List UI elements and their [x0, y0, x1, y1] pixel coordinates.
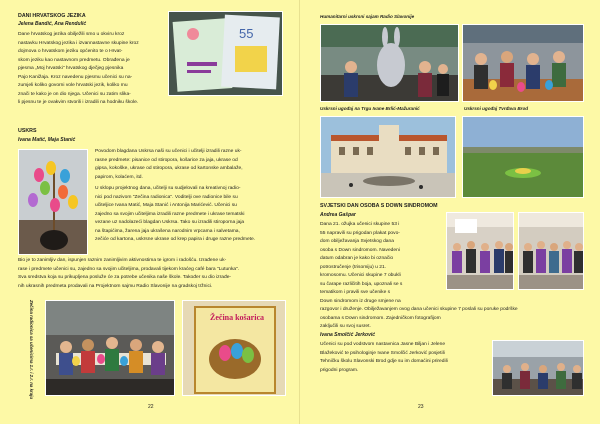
text-line: učiteljice Ivana Matić, Maja Stanić i Antonija Marićević. Učenici su: [95, 203, 237, 208]
text-line: razgovor i druženje. Obilježavanjem ovog dana učenici skupine 7 poslali su poruke podrške: [320, 307, 518, 312]
text-line: rasne predmete: pisanice od stiropora, košarice za jaja, ukrase od: [95, 157, 238, 163]
text-line: Dane hrvatskog jezika obilježili smo u okviru kroz: [18, 32, 125, 37]
article-title-down: SVJETSKI DAN OSOBA S DOWN SINDROMOM: [320, 203, 438, 209]
easter-tree-photo: [18, 149, 88, 255]
group-photo-1: [446, 212, 514, 290]
text-line: nastavku Hrvatskog jezika i izvannastavne skupine kroz: [18, 40, 139, 46]
text-line: potrostručenje (trisomiju) u 21.: [320, 264, 387, 270]
text-line: kromosomu. Učenici skupine 7 obukli: [320, 273, 401, 278]
text-line: znači te kako je on dio njega. Učenici su zatim slika-: [18, 91, 131, 97]
text-line: nici pod nazivom "Zečina radionica". Voditelji ove radionice bile su: [95, 194, 238, 200]
vertical-caption: Zečina radionica sa učenicima 1.r. i 2.r. na kraju: [29, 300, 34, 400]
text-line: li pjesnu te je ovakvim stvorili i izradili na hodniku škole.: [18, 100, 139, 105]
fortress-photo: [462, 116, 584, 198]
text-line: osoba s Down sindromom. Navedeni: [320, 247, 400, 253]
text-line: prigodni program.: [320, 367, 359, 373]
text-line: Bio je to zanimljiv dan, ispunjen raznim zanimljivim aktivnostima te igrom i radošću. Izrađene uk-: [18, 258, 227, 263]
group-photo-1-drawing: [447, 213, 514, 290]
right-page: [300, 0, 600, 424]
text-line: Pajo Kanižaja. Kroz navedenu pjesmu učenici su na-: [18, 74, 133, 80]
classroom-drawing: [46, 301, 175, 396]
text-line: U sklopu projektnog dana, učitelji su sudjelovali na kreativnoj radio-: [95, 186, 241, 191]
card-photo: [182, 300, 286, 396]
text-line: zečiće od kartona, uskrsne ukrase od krep papira i druge razne predmete.: [95, 237, 256, 242]
text-line: Povodom blagdana Uskrsa naši su učenici i učitelji izradili razne uk-: [95, 149, 242, 154]
classroom-photo: [45, 300, 175, 396]
article-authors-hrvatski: Jelena Bandić, Ana Rendulić: [18, 21, 87, 27]
group-photo-2: [518, 212, 584, 290]
text-line: Down sindromom iz druge smjene na: [320, 298, 401, 304]
article-authors-down: Andrea Gašpar: [320, 212, 356, 218]
article-title-hrvatski: DANI HRVATSKOG JEZIKA: [18, 13, 86, 19]
caption-mid-right: Uskrsni ugođaj Tvrđava Brod: [464, 106, 529, 111]
text-line: zumjeli koliko govorni vole hrvatski jezik, koliko mu: [18, 83, 128, 88]
bunny-drawing: [321, 25, 459, 102]
article-title-uskrs: USKRS: [18, 128, 37, 134]
text-line: skom jeziku kao nastavnom predmetu. Obrađena je: [18, 57, 130, 63]
text-line: datum odabran je kako bi označio: [320, 256, 394, 261]
caption-mid-left: Uskrsni ugođaj na Trgu Ivane Brlić-Mažuranić: [320, 106, 420, 111]
text-line: nih ukrasnih predmeta prodavali na Projektnom sajmu Radio Slavonije na gradskoj tržnici.: [18, 283, 213, 289]
town-square-photo: [320, 116, 456, 198]
page-number-left: 22: [148, 404, 154, 410]
market-photo: [462, 24, 584, 102]
text-line: Sva sredstva koja su prikupljena posluže će za potrebe učenika naše škole. Također su dio izrađe-: [18, 275, 232, 280]
town-square-drawing: [321, 117, 456, 198]
article2-authors: Ivana Smolčić Jerković: [320, 332, 376, 338]
text-line: gipsa, kokoške, ukrase od stiropora, ukrase od kartonske ambalaže,: [95, 166, 243, 171]
text-line: zaključili su svoj susret.: [320, 324, 371, 329]
text-line: Dana 21. ožujka učenici skupine 53 i: [320, 222, 400, 227]
article-authors-uskrs: Ivana Matić, Maja Stanić: [18, 137, 76, 143]
text-line: zajedno sa svojim učiteljima izradili razne predmete i ukrase tematski: [95, 211, 245, 217]
text-line: su čarape različitih boja, upoznali se s: [320, 281, 403, 287]
easter-tree-drawing: [19, 150, 88, 255]
school-visit-photo: [492, 340, 584, 396]
svg-text:55: 55: [239, 26, 254, 41]
text-line: tematikom i pravili sve učenike s: [320, 290, 391, 295]
card-text: Žečina košarica: [210, 313, 264, 322]
caption-top: Humanitarni uskrsni sajam Radio Slavonije: [320, 14, 415, 19]
text-line: Tehničku školu Slavonski Brod gdje su im domaćini priredili: [320, 359, 448, 364]
text-line: Učenici su pod vodstvom nastavnica Jasne Biljan i Jelene: [320, 342, 446, 347]
text-line: pjesma „Moj hrvatski" hrvatskog dječjeg pjesnika: [18, 66, 124, 71]
fortress-drawing: [463, 117, 584, 198]
text-line: dom obilježavanja Svjetskog dana: [320, 239, 394, 244]
market-drawing: [463, 25, 584, 102]
text-line: osobama s Down sindromom. Zajedničkom fotografijom: [320, 315, 441, 321]
text-line: dojmova o hrvatskom jeziku općenito te o Hrvat-: [18, 49, 123, 54]
text-line: vezane uz nadolazeći blagdan Uskrsa. Tako su izradili stiroporna jaja: [95, 220, 245, 225]
text-line: 55 napravili su prigodan plakat povo-: [320, 230, 400, 236]
text-line: Blažeković te psihologinje Ivane Smolčić Jerković posjetili: [320, 350, 445, 356]
poster-photo: [168, 11, 283, 96]
text-line: rase i predmete učenici su, zajedno sa svojim učiteljima, prodavali tijekom kraćeg café bara "Lutunka".: [18, 266, 240, 272]
text-line: papirom, kolaćem, itd.: [95, 174, 143, 180]
school-visit-drawing: [493, 341, 584, 396]
text-line: na štapićima, žarena jaja ukrašena narodnim vrpcama i salvetama,: [95, 228, 240, 234]
poster-photo-drawing: [169, 12, 283, 96]
group-photo-2-drawing: [519, 213, 584, 290]
page-number-right: 23: [418, 404, 424, 410]
bunny-photo: [320, 24, 459, 102]
